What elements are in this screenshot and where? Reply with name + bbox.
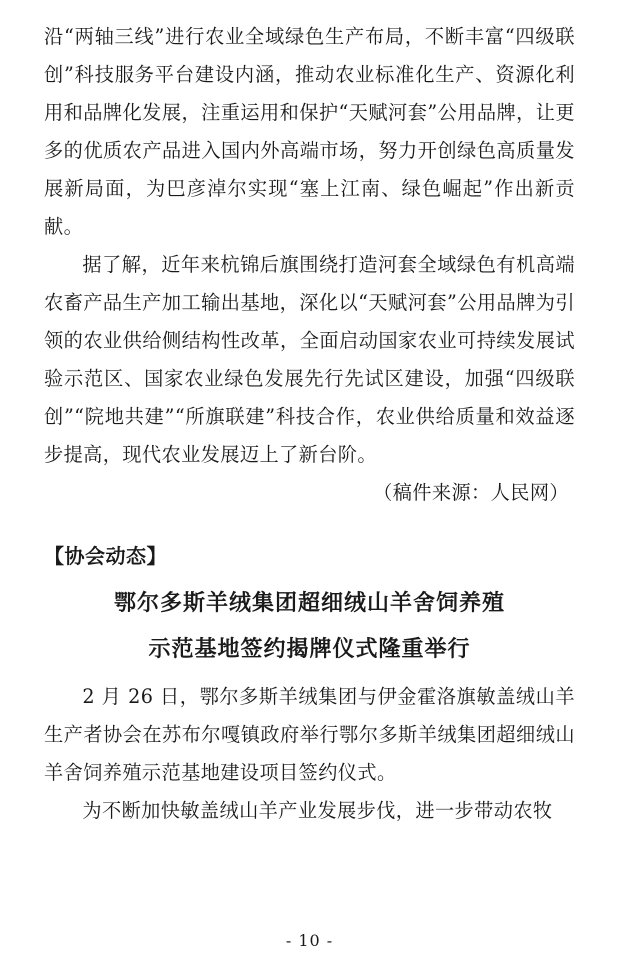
headline-line-1: 鄂尔多斯羊绒集团超细绒山羊舍饲养殖 bbox=[113, 590, 505, 616]
article-headline bbox=[44, 580, 575, 672]
headline-line-2: 示范基地签约揭牌仪式隆重举行 bbox=[148, 636, 471, 662]
source-attribution: （稿件来源：人民网） bbox=[373, 481, 569, 504]
paragraph-background: 据了解，近年来杭锦后旗围绕打造河套全域绿色有机高端农畜产品生产加工输出基地，深化以“天赋河套”公用品牌为引领的农业供给侧结构性改革，全面启动国家农业可持续发展试验示范区、国家农业绿色发展先行先试区建设，加强“四级联创”“院地共建”“所旗联建”科技合作，农业供给质量和效益逐步提高，现代农业发展迈上了新台阶。 bbox=[44, 253, 575, 466]
article-paragraph-1: 2 月 26 日，鄂尔多斯羊绒集团与伊金霍洛旗敏盖绒山羊生产者协会在苏布尔嘎镇政府举行鄂尔多斯羊绒集团超细绒山羊舍饲养殖示范基地建设项目签约仪式。 bbox=[44, 685, 575, 784]
page-number: - 10 - bbox=[285, 931, 334, 950]
section-tag: 【协会动态】 bbox=[44, 544, 167, 568]
article-paragraph-2: 为不断加快敏盖绒山羊产业发展步伐，进一步带动农牧 bbox=[82, 799, 553, 822]
paragraph-continued: 沿“两轴三线”进行农业全域绿色生产布局，不断丰富“四级联创”科技服务平台建设内涵，推动农业标准化生产、资源化利用和品牌化发展，注重运用和保护“天赋河套”公用品牌，让更多的优质农产品进入国内外高端市场，努力开创绿色高质量发展新局面，为巴彦淖尔实现“塞上江南、绿色崛起”作出新贡献。 bbox=[44, 25, 575, 238]
